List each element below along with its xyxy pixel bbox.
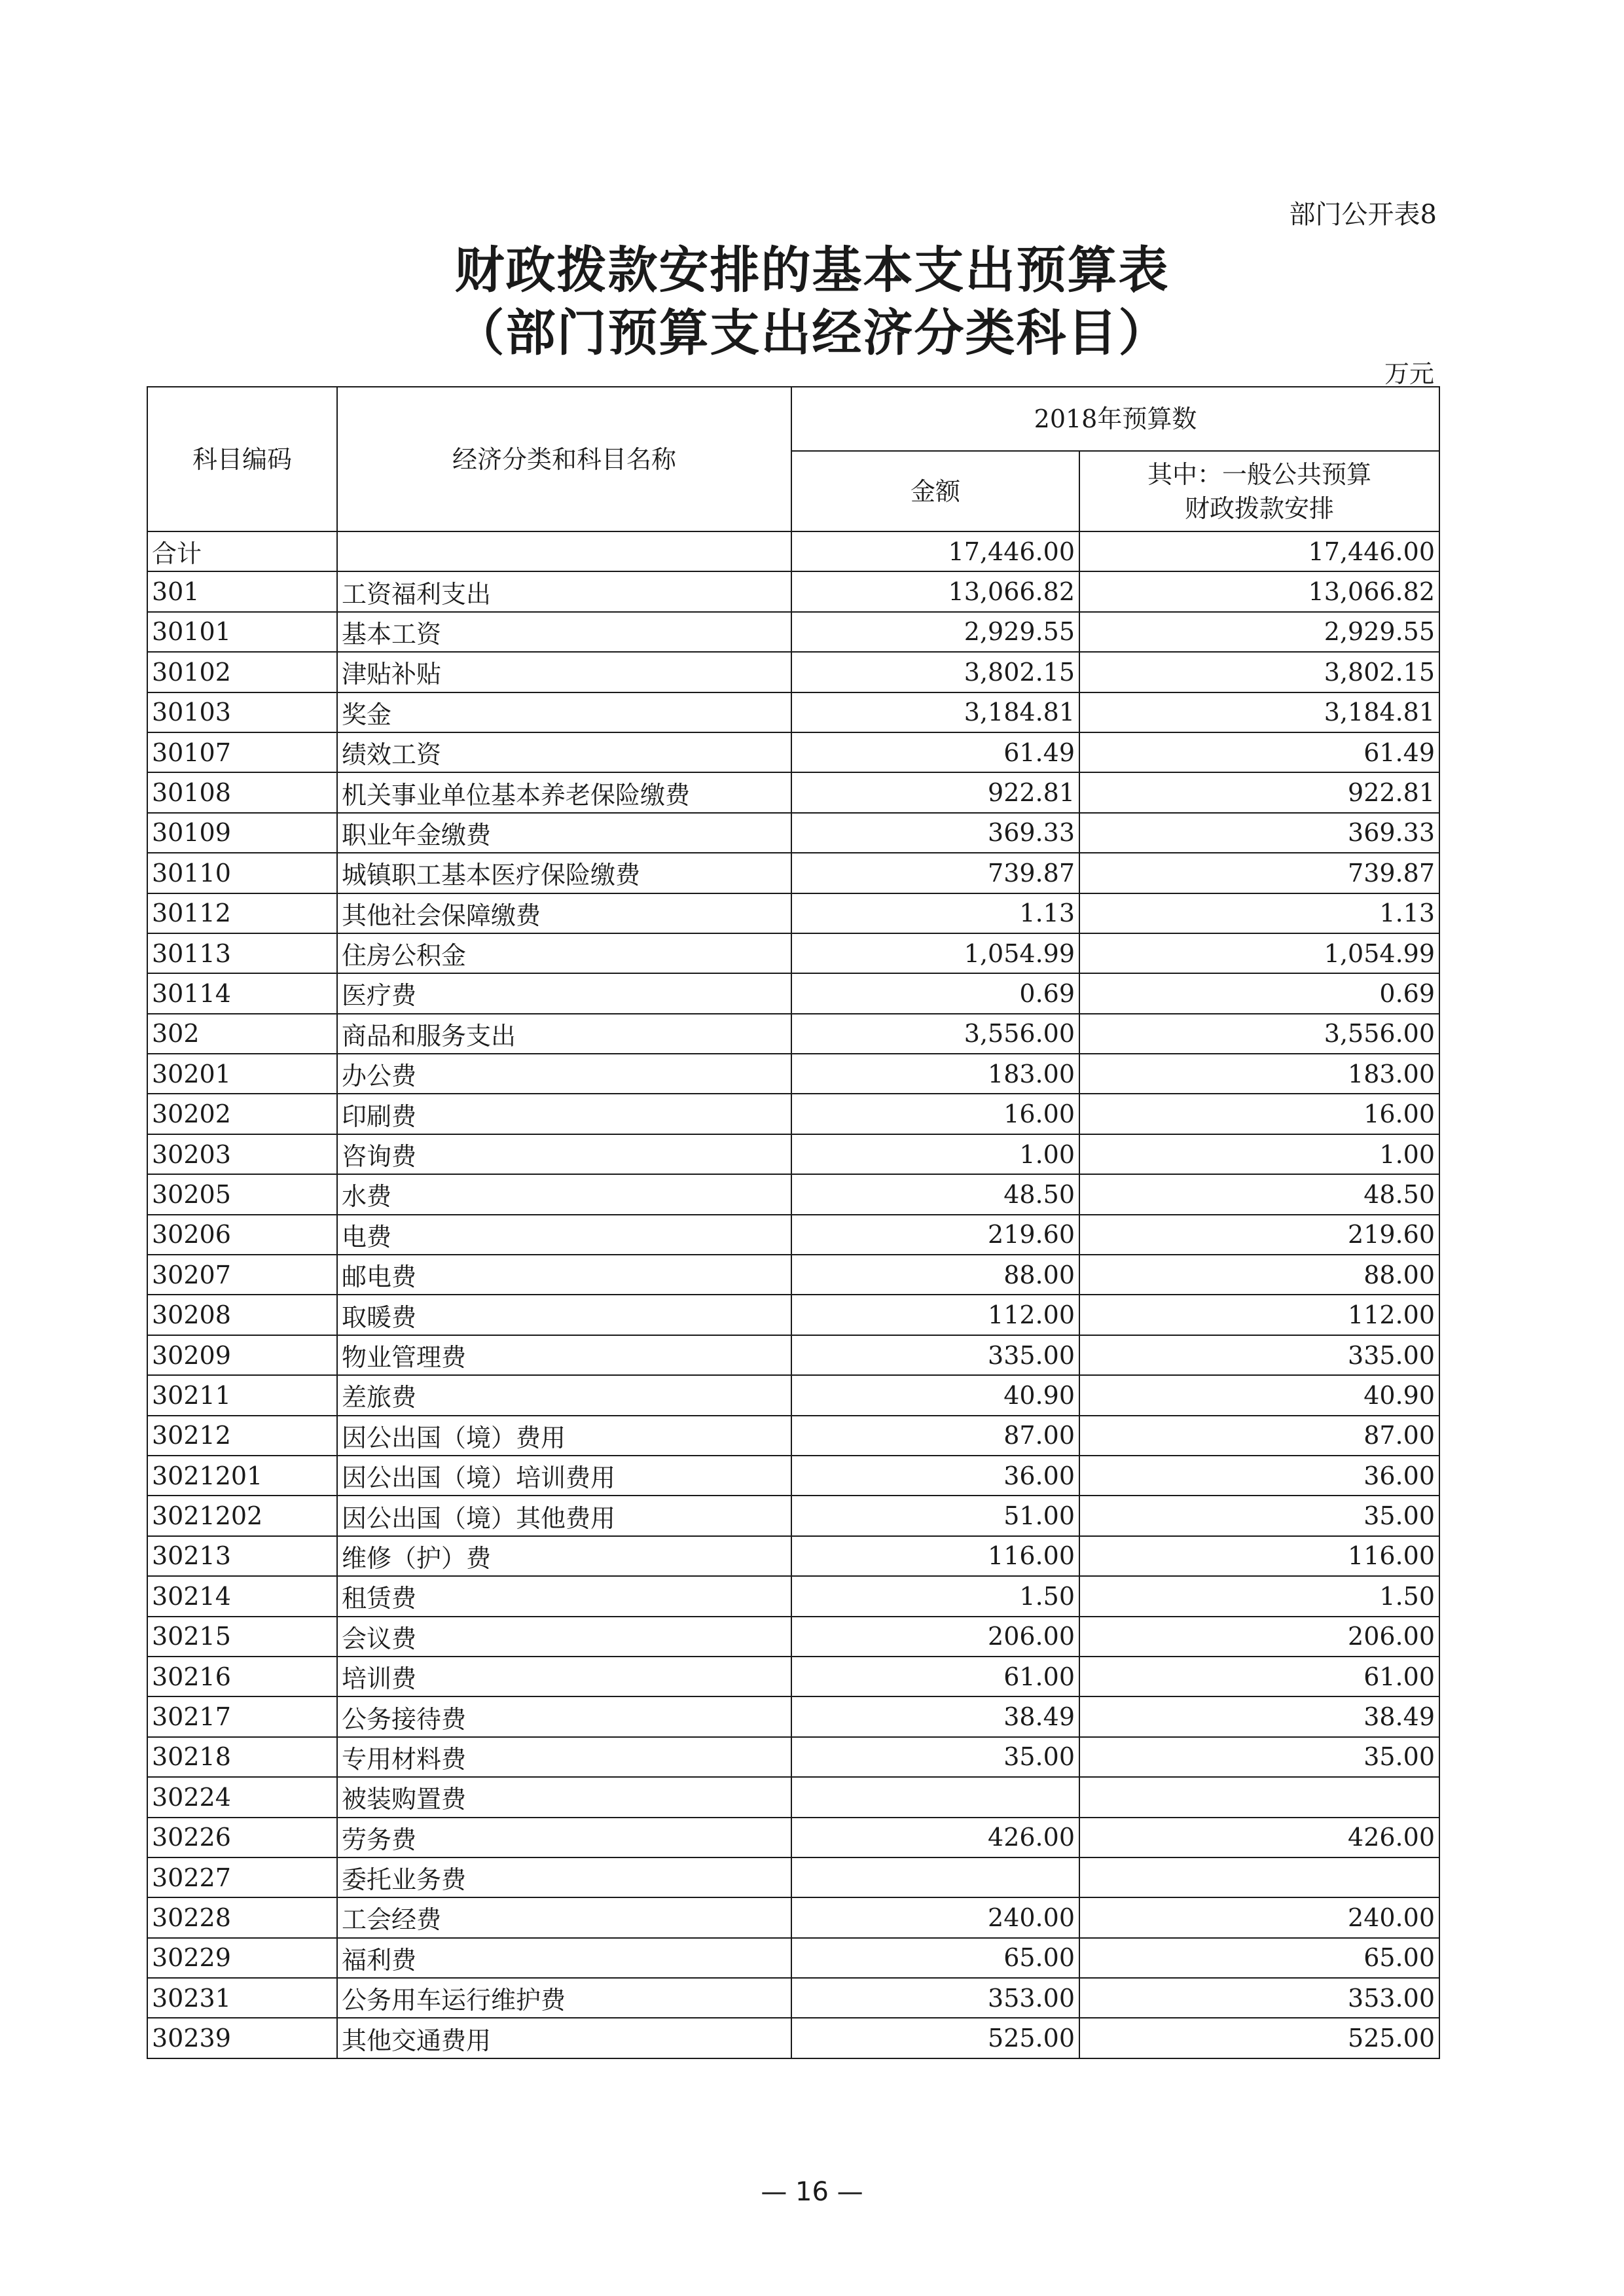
table-row — [147, 1134, 1439, 1174]
table-row — [147, 1897, 1439, 1937]
table-row — [147, 1255, 1439, 1295]
row-amount: 1,054.99 — [791, 933, 1079, 973]
row-code: 30110 — [147, 853, 337, 893]
table-row — [147, 1576, 1439, 1616]
row-name: 被装购置费 — [337, 1777, 791, 1817]
row-general-budget: 65.00 — [1079, 1938, 1439, 1978]
row-amount: 3,556.00 — [791, 1014, 1079, 1054]
table-row — [147, 1094, 1439, 1134]
row-general-budget — [1079, 1777, 1439, 1817]
table-row — [147, 1174, 1439, 1214]
row-amount: 61.00 — [791, 1657, 1079, 1696]
row-amount: 51.00 — [791, 1496, 1079, 1535]
row-general-budget: 38.49 — [1079, 1696, 1439, 1736]
table-row — [147, 612, 1439, 652]
row-name: 印刷费 — [337, 1094, 791, 1134]
row-name: 办公费 — [337, 1054, 791, 1094]
row-code: 30113 — [147, 933, 337, 973]
row-code: 30208 — [147, 1295, 337, 1335]
row-amount: 61.49 — [791, 732, 1079, 772]
table-row — [147, 1737, 1439, 1777]
table-row — [147, 2018, 1439, 2058]
row-general-budget: 0.69 — [1079, 973, 1439, 1013]
row-general-budget: 426.00 — [1079, 1818, 1439, 1857]
row-amount: 922.81 — [791, 772, 1079, 812]
row-amount: 369.33 — [791, 813, 1079, 853]
row-code: 30228 — [147, 1897, 337, 1937]
row-name: 其他社会保障缴费 — [337, 893, 791, 933]
row-general-budget: 3,802.15 — [1079, 652, 1439, 692]
row-code: 30103 — [147, 692, 337, 732]
row-code: 30114 — [147, 973, 337, 1013]
row-name: 其他交通费用 — [337, 2018, 791, 2058]
row-name: 商品和服务支出 — [337, 1014, 791, 1054]
row-general-budget: 353.00 — [1079, 1978, 1439, 2018]
row-amount: 65.00 — [791, 1938, 1079, 1978]
row-amount: 13,066.82 — [791, 571, 1079, 611]
row-code: 30102 — [147, 652, 337, 692]
table-row — [147, 1416, 1439, 1456]
row-code: 30203 — [147, 1134, 337, 1174]
row-name: 福利费 — [337, 1938, 791, 1978]
row-general-budget: 36.00 — [1079, 1456, 1439, 1496]
row-general-budget: 2,929.55 — [1079, 612, 1439, 652]
row-code: 30227 — [147, 1857, 337, 1897]
page-subtitle: （部门预算支出经济分类科目） — [454, 304, 1170, 362]
row-code: 3021201 — [147, 1456, 337, 1496]
row-amount: 38.49 — [791, 1696, 1079, 1736]
header-general-line2: 财政拨款安排 — [1184, 493, 1334, 523]
row-name: 差旅费 — [337, 1375, 791, 1415]
row-amount: 335.00 — [791, 1335, 1079, 1375]
row-code: 30109 — [147, 813, 337, 853]
row-general-budget: 739.87 — [1079, 853, 1439, 893]
table-row — [147, 1696, 1439, 1736]
row-general-budget: 3,184.81 — [1079, 692, 1439, 732]
row-general-budget: 1.50 — [1079, 1576, 1439, 1616]
row-name: 基本工资 — [337, 612, 791, 652]
row-amount: 48.50 — [791, 1174, 1079, 1214]
header-year-budget: 2018年预算数 — [791, 387, 1439, 451]
row-code: 30214 — [147, 1576, 337, 1616]
row-general-budget: 88.00 — [1079, 1255, 1439, 1295]
row-code: 30215 — [147, 1617, 337, 1657]
row-code: 30224 — [147, 1777, 337, 1817]
table-row — [147, 1375, 1439, 1415]
row-name: 租赁费 — [337, 1576, 791, 1616]
table-row — [147, 571, 1439, 611]
table-row — [147, 1938, 1439, 1978]
row-amount: 3,184.81 — [791, 692, 1079, 732]
row-amount: 88.00 — [791, 1255, 1079, 1295]
row-general-budget: 35.00 — [1079, 1496, 1439, 1535]
unit-label: 万元 — [1384, 359, 1434, 388]
row-general-budget: 61.00 — [1079, 1657, 1439, 1696]
table-row — [147, 1857, 1439, 1897]
row-code: 30218 — [147, 1737, 337, 1777]
row-name: 专用材料费 — [337, 1737, 791, 1777]
row-amount: 40.90 — [791, 1375, 1079, 1415]
row-general-budget: 3,556.00 — [1079, 1014, 1439, 1054]
row-code: 30209 — [147, 1335, 337, 1375]
budget-table-body — [147, 531, 1439, 2058]
row-code: 3021202 — [147, 1496, 337, 1535]
table-row — [147, 813, 1439, 853]
row-code: 30108 — [147, 772, 337, 812]
row-name: 城镇职工基本医疗保险缴费 — [337, 853, 791, 893]
row-code: 30101 — [147, 612, 337, 652]
row-general-budget: 40.90 — [1079, 1375, 1439, 1415]
row-name: 水费 — [337, 1174, 791, 1214]
row-name: 住房公积金 — [337, 933, 791, 973]
row-amount: 426.00 — [791, 1818, 1079, 1857]
row-name: 工资福利支出 — [337, 571, 791, 611]
row-name: 职业年金缴费 — [337, 813, 791, 853]
row-code: 30207 — [147, 1255, 337, 1295]
row-name: 咨询费 — [337, 1134, 791, 1174]
row-code: 301 — [147, 571, 337, 611]
page-title: 财政拨款安排的基本支出预算表 — [454, 241, 1170, 299]
row-general-budget: 240.00 — [1079, 1897, 1439, 1937]
row-name: 因公出国（境）培训费用 — [337, 1456, 791, 1496]
row-name: 绩效工资 — [337, 732, 791, 772]
row-code: 30205 — [147, 1174, 337, 1214]
row-code: 30231 — [147, 1978, 337, 2018]
row-general-budget: 525.00 — [1079, 2018, 1439, 2058]
row-general-budget: 335.00 — [1079, 1335, 1439, 1375]
table-row — [147, 1496, 1439, 1535]
table-row — [147, 732, 1439, 772]
table-row — [147, 1777, 1439, 1817]
table-row — [147, 1215, 1439, 1255]
row-amount: 525.00 — [791, 2018, 1079, 2058]
header-general-line1: 其中：一般公共预算 — [1147, 459, 1371, 489]
row-general-budget: 1.00 — [1079, 1134, 1439, 1174]
row-name: 委托业务费 — [337, 1857, 791, 1897]
row-amount: 353.00 — [791, 1978, 1079, 2018]
row-name: 奖金 — [337, 692, 791, 732]
row-general-budget: 16.00 — [1079, 1094, 1439, 1134]
row-name: 公务接待费 — [337, 1696, 791, 1736]
row-code: 302 — [147, 1014, 337, 1054]
row-general-budget: 369.33 — [1079, 813, 1439, 853]
row-code: 30239 — [147, 2018, 337, 2058]
row-general-budget: 1,054.99 — [1079, 933, 1439, 973]
row-general-budget: 87.00 — [1079, 1416, 1439, 1456]
table-row — [147, 1617, 1439, 1657]
form-number: 部门公开表8 — [1289, 200, 1437, 230]
row-amount: 3,802.15 — [791, 652, 1079, 692]
row-amount: 36.00 — [791, 1456, 1079, 1496]
row-code: 30229 — [147, 1938, 337, 1978]
table-row — [147, 652, 1439, 692]
row-name: 电费 — [337, 1215, 791, 1255]
row-code: 30107 — [147, 732, 337, 772]
row-name: 维修（护）费 — [337, 1536, 791, 1576]
row-amount: 1.13 — [791, 893, 1079, 933]
row-amount: 1.50 — [791, 1576, 1079, 1616]
row-code: 30216 — [147, 1657, 337, 1696]
row-name: 津贴补贴 — [337, 652, 791, 692]
row-general-budget: 61.49 — [1079, 732, 1439, 772]
row-code: 30217 — [147, 1696, 337, 1736]
table-row — [147, 933, 1439, 973]
row-general-budget: 183.00 — [1079, 1054, 1439, 1094]
row-amount: 17,446.00 — [791, 531, 1079, 571]
table-row — [147, 1818, 1439, 1857]
row-general-budget: 112.00 — [1079, 1295, 1439, 1335]
row-amount: 183.00 — [791, 1054, 1079, 1094]
table-row — [147, 1335, 1439, 1375]
row-code: 30213 — [147, 1536, 337, 1576]
row-amount: 0.69 — [791, 973, 1079, 1013]
row-amount: 219.60 — [791, 1215, 1079, 1255]
row-name: 劳务费 — [337, 1818, 791, 1857]
row-general-budget: 206.00 — [1079, 1617, 1439, 1657]
row-amount: 1.00 — [791, 1134, 1079, 1174]
row-name: 因公出国（境）费用 — [337, 1416, 791, 1456]
table-row — [147, 1456, 1439, 1496]
row-name: 因公出国（境）其他费用 — [337, 1496, 791, 1535]
row-amount: 116.00 — [791, 1536, 1079, 1576]
row-amount: 35.00 — [791, 1737, 1079, 1777]
row-amount: 2,929.55 — [791, 612, 1079, 652]
table-row — [147, 1536, 1439, 1576]
row-amount — [791, 1777, 1079, 1817]
header-general-budget — [1079, 451, 1439, 531]
row-amount: 16.00 — [791, 1094, 1079, 1134]
row-general-budget: 1.13 — [1079, 893, 1439, 933]
table-row — [147, 1054, 1439, 1094]
row-code: 30226 — [147, 1818, 337, 1857]
table-row — [147, 973, 1439, 1013]
row-name — [337, 531, 791, 571]
page-number: — 16 — — [761, 2177, 863, 2207]
row-general-budget: 48.50 — [1079, 1174, 1439, 1214]
row-amount: 87.00 — [791, 1416, 1079, 1456]
row-name: 邮电费 — [337, 1255, 791, 1295]
row-amount: 739.87 — [791, 853, 1079, 893]
table-row — [147, 692, 1439, 732]
row-code: 30201 — [147, 1054, 337, 1094]
row-general-budget: 17,446.00 — [1079, 531, 1439, 571]
table-row — [147, 1295, 1439, 1335]
row-name: 医疗费 — [337, 973, 791, 1013]
row-general-budget: 35.00 — [1079, 1737, 1439, 1777]
row-code: 30202 — [147, 1094, 337, 1134]
row-general-budget: 922.81 — [1079, 772, 1439, 812]
row-name: 培训费 — [337, 1657, 791, 1696]
row-general-budget: 219.60 — [1079, 1215, 1439, 1255]
table-row — [147, 1014, 1439, 1054]
row-general-budget: 13,066.82 — [1079, 571, 1439, 611]
row-name: 物业管理费 — [337, 1335, 791, 1375]
row-code: 30206 — [147, 1215, 337, 1255]
row-amount: 240.00 — [791, 1897, 1079, 1937]
row-code: 30112 — [147, 893, 337, 933]
row-name: 公务用车运行维护费 — [337, 1978, 791, 2018]
header-code: 科目编码 — [147, 387, 337, 531]
row-amount — [791, 1857, 1079, 1897]
row-general-budget — [1079, 1857, 1439, 1897]
row-general-budget: 116.00 — [1079, 1536, 1439, 1576]
header-name: 经济分类和科目名称 — [337, 387, 791, 531]
row-name: 会议费 — [337, 1617, 791, 1657]
table-row — [147, 1657, 1439, 1696]
header-amount: 金额 — [791, 451, 1079, 531]
table-row — [147, 531, 1439, 571]
row-code: 30211 — [147, 1375, 337, 1415]
row-name: 工会经费 — [337, 1897, 791, 1937]
row-amount: 206.00 — [791, 1617, 1079, 1657]
row-name: 取暖费 — [337, 1295, 791, 1335]
row-code: 合计 — [147, 531, 337, 571]
row-code: 30212 — [147, 1416, 337, 1456]
table-row — [147, 853, 1439, 893]
table-row — [147, 1978, 1439, 2018]
table-row — [147, 893, 1439, 933]
row-name: 机关事业单位基本养老保险缴费 — [337, 772, 791, 812]
table-row — [147, 772, 1439, 812]
budget-table — [147, 386, 1440, 2059]
row-amount: 112.00 — [791, 1295, 1079, 1335]
